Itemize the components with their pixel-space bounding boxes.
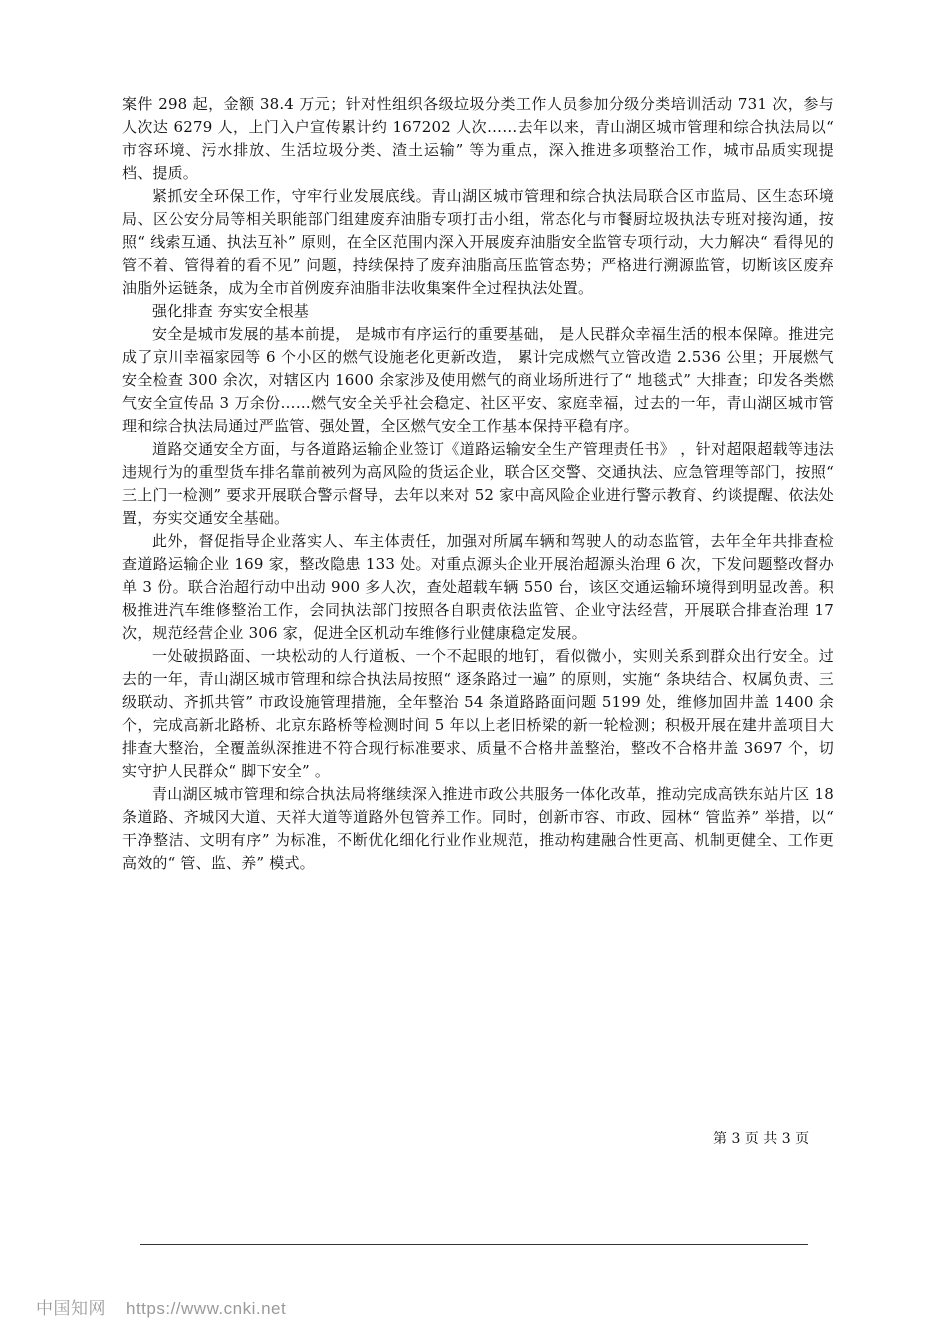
paragraph-gas-safety: 安全是城市发展的基本前提， 是城市有序运行的重要基础， 是人民群众幸福生活的根本保障。推进完成了京川幸福家园等 6 个小区的燃气设施老化更新改造， 累计完成燃气立管改造 2.536 公里；开展燃气安全检查 300 余次，对辖区内 1600 余家涉及使用燃气的商业场所进行了“ 地毯式” 大排查；印发各类燃气安全宣传品 3 万余份……燃气安全关乎社会稳定、社区平安、家庭幸福，过去的一年，青山湖区城市管理和综合执法局通过严监管、强处置，全区燃气安全工作基本保持平稳有序。 [122,325,834,435]
page-number: 第 3 页 共 3 页 [713,1131,810,1147]
section-heading: 强化排查 夯实安全根基 [152,302,309,320]
article-body [122,93,834,875]
paragraph-road-traffic: 道路交通安全方面，与各道路运输企业签订《道路运输安全生产管理责任书》 ，针对超限超载等违法违规行为的重型货车排名靠前被列为高风险的货运企业，联合区交警、交通执法、应急管理等部门，按照“ 三上门一检测” 要求开展联合警示督导，去年以来对 52 家中高风险企业进行警示教育、约谈提醒、依法处置，夯实交通安全基础。 [122,440,834,527]
footer-divider [140,1244,808,1245]
paragraph-enterprise-supervision: 此外，督促指导企业落实人、车主体责任，加强对所属车辆和驾驶人的动态监管，去年全年共排查检查道路运输企业 169 家，整改隐患 133 处。对重点源头企业开展治超源头治理 6 次，下发问题整改督办单 3 份。联合治超行动中出动 900 多人次，查处超载车辆 550 台，该区交通运输环境得到明显改善。积极推进汽车维修整治工作，会同执法部门按照各自职责依法监管、企业守法经营，开展联合排查治理 17 次，规范经营企业 306 家，促进全区机动车维修行业健康稳定发展。 [122,532,834,642]
paragraph-safety-environment: 紧抓安全环保工作，守牢行业发展底线。青山湖区城市管理和综合执法局联合区市监局、区生态环境局、区公安分局等相关职能部门组建废弃油脂专项打击小组，常态化与市餐厨垃圾执法专班对接沟通，按照“ 线索互通、执法互补” 原则，在全区范围内深入开展废弃油脂安全监管专项行动，大力解决“ 看得见的管不着、管得着的看不见” 问题，持续保持了废弃油脂高压监管态势；严格进行溯源监管，切断该区废弃油脂外运链条，成为全市首例废弃油脂非法收集案件全过程执法处置。 [122,187,834,297]
watermark-brand: 中国知网 [36,1299,106,1318]
paragraph-reform-outlook: 青山湖区城市管理和综合执法局将继续深入推进市政公共服务一体化改革，推动完成高铁东站片区 18 条道路、齐城冈大道、天祥大道等道路外包管养工作。同时，创新市容、市政、园林“ 管监养” 举措，以“ 干净整洁、文明有序” 为标准，不断优化细化行业作业规范，推动构建融合性更高、机制更健全、工作更高效的“ 管、监、养” 模式。 [122,785,834,872]
cnki-watermark [36,1294,286,1319]
paragraph-municipal-facilities: 一处破损路面、一块松动的人行道板、一个不起眼的地钉，看似微小，实则关系到群众出行安全。过去的一年，青山湖区城市管理和综合执法局按照“ 逐条路过一遍” 的原则，实施“ 条块结合、权属负责、三级联动、齐抓共管” 市政设施管理措施，全年整治 54 条道路路面问题 5199 处，维修加固井盖 1400 余个，完成高新北路桥、北京东路桥等检测时间 5 年以上老旧桥梁的新一轮检测；积极开展在建井盖项目大排查大整治，全覆盖纵深推进不符合现行标准要求、质量不合格井盖整治，整改不合格井盖 3697 个，切实守护人民群众“ 脚下安全” 。 [122,647,834,780]
watermark-url: https://www.cnki.net [126,1299,287,1318]
paragraph-continued: 案件 298 起，金额 38.4 万元；针对性组织各级垃圾分类工作人员参加分级分类培训活动 731 次，参与人次达 6279 人，上门入户宣传累计约 167202 人次……去年以来，青山湖区城市管理和综合执法局以“ 市容环境、污水排放、生活垃圾分类、渣土运输” 等为重点，深入推进多项整治工作，城市品质实现提档、提质。 [122,95,834,182]
